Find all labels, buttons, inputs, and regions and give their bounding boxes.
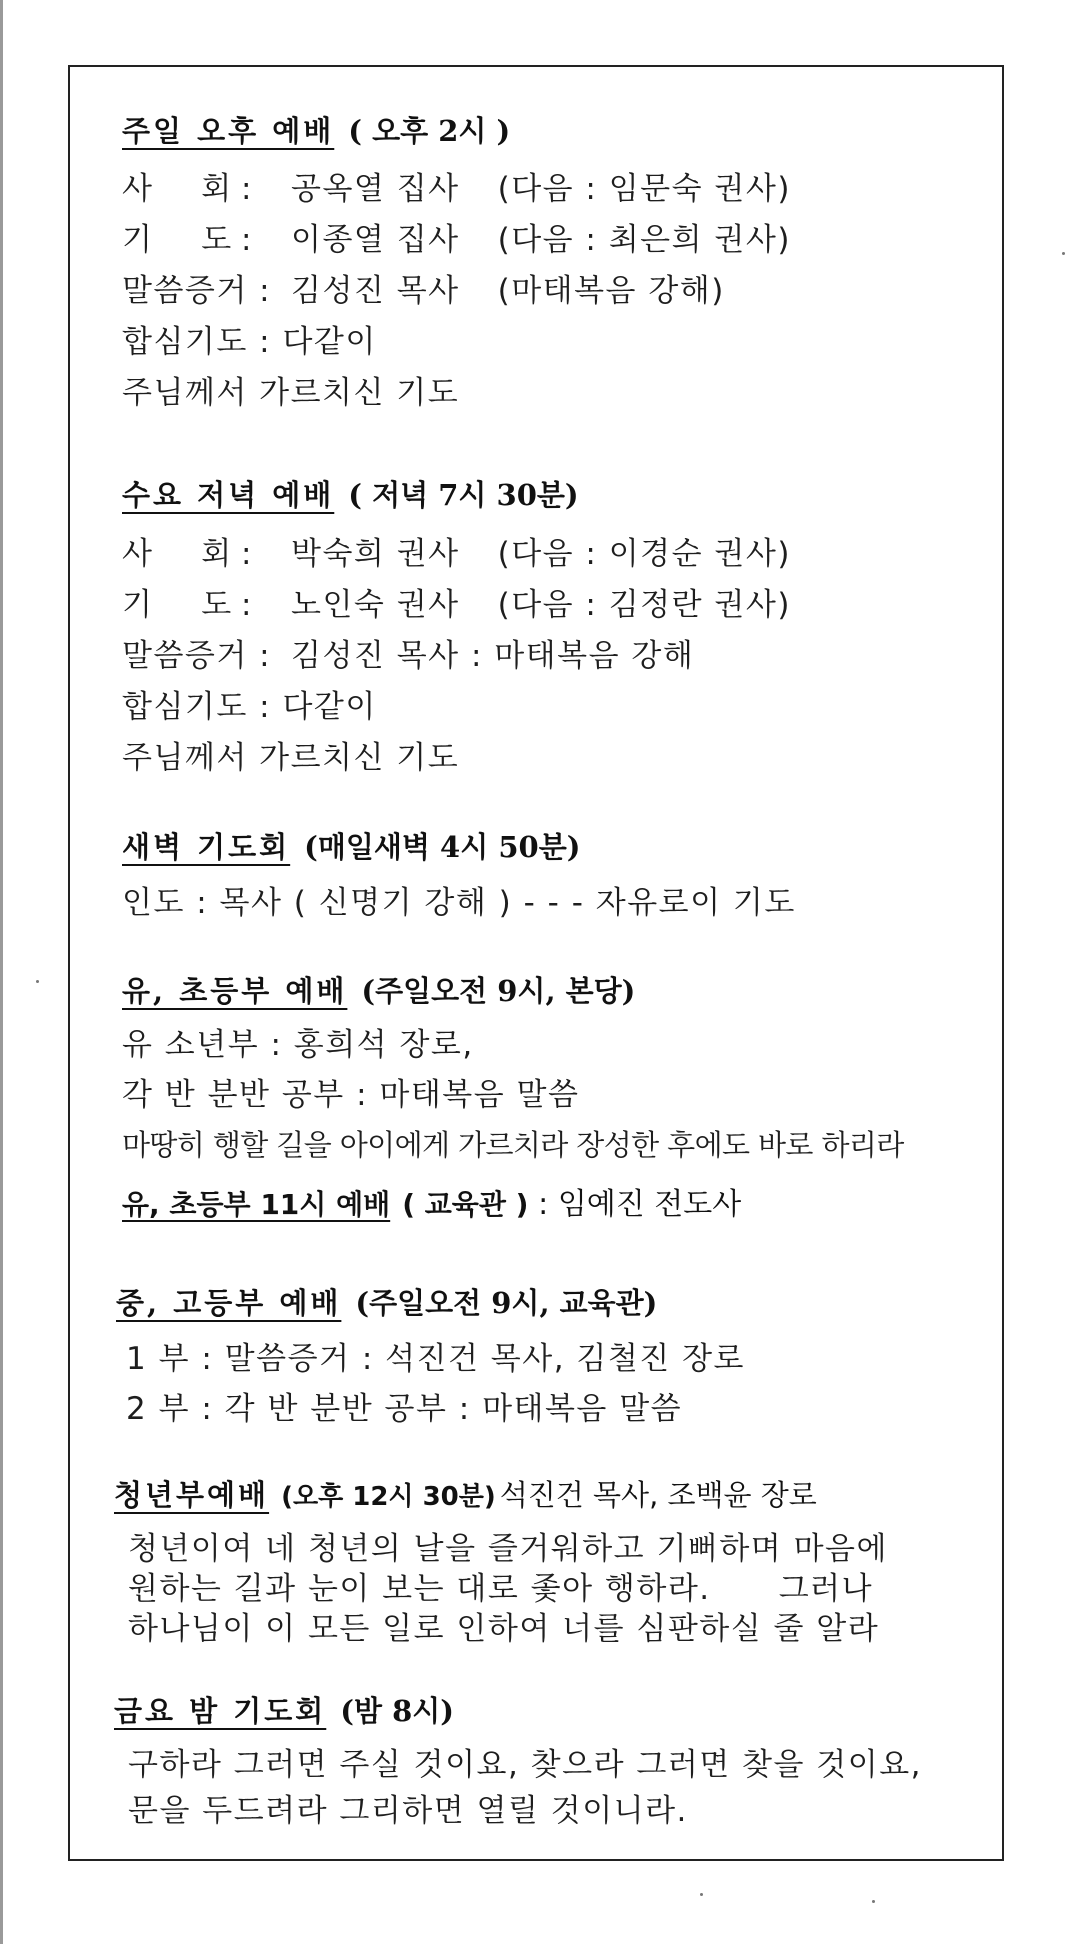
row-label: 합심기도 <box>122 689 248 725</box>
row-value: 노인숙 권사 <box>291 587 460 623</box>
young-adult-verse-line: 청년이여 네 청년의 날을 즐거워하고 기뻐하며 마음에 <box>128 1531 888 1567</box>
row-value: 김성진 목사 <box>291 273 460 309</box>
children-heading <box>122 971 635 1011</box>
section-time: (주일오전 9시, 본당) <box>361 974 636 1008</box>
sub-paren: ( 교육관 ) <box>402 1188 529 1221</box>
row-note: (다음 : 최은희 권사) <box>497 222 791 258</box>
sunday-afternoon-row: 합심기도 : 다같이 <box>122 324 377 360</box>
section-title: 청년부예배 <box>114 1478 270 1512</box>
friday-night-verse-line: 구하라 그러면 주실 것이요, 찾으라 그러면 찾을 것이요, <box>128 1747 922 1783</box>
section-time: (오후 12시 30분) <box>281 1482 496 1512</box>
sunday-afternoon-heading <box>122 111 510 151</box>
section-time: ( 오후 2시 ) <box>348 114 511 148</box>
sub-title: 유, 초등부 11시 예배 <box>122 1188 391 1221</box>
row-value: 김성진 목사 : 마태복음 강해 <box>291 638 695 674</box>
row-note: (다음 : 임문숙 권사) <box>497 171 791 207</box>
scan-speck <box>700 1893 703 1896</box>
children-line: 각 반 분반 공부 : 마태복음 말씀 <box>122 1077 580 1113</box>
dawn-prayer-line: 인도 : 목사 ( 신명기 강해 ) - - - 자유로이 기도 <box>122 885 796 921</box>
children-verse: 마땅히 행할 길을 아이에게 가르치라 장성한 후에도 바로 하리라 <box>122 1128 904 1162</box>
row-label: 말씀증거 <box>122 638 248 674</box>
section-time: (주일오전 9시, 교육관) <box>355 1286 658 1320</box>
sunday-afternoon-row: 말씀증거 : 김성진 목사 (마태복음 강해) <box>122 273 725 309</box>
row-note: (마태복음 강해) <box>497 273 725 309</box>
row-value: 박숙희 권사 <box>291 536 460 572</box>
friday-night-heading <box>114 1691 454 1731</box>
page-edge <box>0 0 3 1944</box>
wednesday-evening-heading <box>122 475 579 515</box>
scan-speck <box>1062 252 1065 255</box>
row-note: (다음 : 이경순 권사) <box>497 536 791 572</box>
young-adult-verse-line: 원하는 길과 눈이 보는 대로 좇아 행하라. 그러나 <box>128 1571 874 1607</box>
section-title: 새벽 기도회 <box>122 830 291 864</box>
scan-speck <box>872 1900 875 1903</box>
sunday-afternoon-row: 사 회 : 공옥열 집사 (다음 : 임문숙 권사) <box>122 171 791 207</box>
youth-heading <box>116 1283 657 1323</box>
section-title: 수요 저녁 예배 <box>122 478 335 512</box>
youth-line: 1 부 : 말씀증거 : 석진건 목사, 김철진 장로 <box>126 1341 745 1377</box>
row-value: 이종열 집사 <box>291 222 460 258</box>
wednesday-evening-row: 합심기도 : 다같이 <box>122 689 377 725</box>
row-note: (다음 : 김정란 권사) <box>497 587 791 623</box>
children-line: 유 소년부 : 홍희석 장로, <box>122 1027 474 1063</box>
section-title: 주일 오후 예배 <box>122 114 335 148</box>
dawn-prayer-heading <box>122 827 580 867</box>
row-value: 공옥열 집사 <box>291 171 460 207</box>
wednesday-evening-row: 사 회 : 박숙희 권사 (다음 : 이경순 권사) <box>122 536 791 572</box>
row-value: 다같이 <box>282 324 377 360</box>
row-label: 합심기도 <box>122 324 248 360</box>
sub-rest: : 임예진 전도사 <box>538 1187 742 1222</box>
section-title: 중, 고등부 예배 <box>116 1286 342 1320</box>
sunday-afternoon-row: 기 도 : 이종열 집사 (다음 : 최은희 권사) <box>122 222 791 258</box>
friday-night-verse-line: 문을 두드려라 그리하면 열릴 것이니라. <box>128 1793 688 1829</box>
wednesday-evening-closing: 주님께서 가르치신 기도 <box>122 740 460 776</box>
young-adult-heading <box>114 1475 817 1517</box>
youth-line: 2 부 : 각 반 분반 공부 : 마태복음 말씀 <box>126 1391 683 1427</box>
sunday-afternoon-closing: 주님께서 가르치신 기도 <box>122 375 460 411</box>
section-leaders: 석진건 목사, 조백윤 장로 <box>499 1478 817 1512</box>
section-time: ( 저녁 7시 30분) <box>348 478 579 512</box>
section-title: 유, 초등부 예배 <box>122 974 348 1008</box>
children-11am-heading <box>122 1185 741 1225</box>
row-label: 말씀증거 <box>122 273 248 309</box>
bulletin-frame <box>68 65 1004 1861</box>
section-title: 금요 밤 기도회 <box>114 1694 327 1728</box>
row-value: 다같이 <box>282 689 377 725</box>
wednesday-evening-row: 말씀증거 : 김성진 목사 : 마태복음 강해 <box>122 638 695 674</box>
young-adult-verse-line: 하나님이 이 모든 일로 인하여 너를 심판하실 줄 알라 <box>128 1611 880 1647</box>
scan-speck <box>36 980 39 983</box>
wednesday-evening-row: 기 도 : 노인숙 권사 (다음 : 김정란 권사) <box>122 587 791 623</box>
section-time: (밤 8시) <box>340 1694 455 1728</box>
section-time: (매일새벽 4시 50분) <box>304 830 581 864</box>
